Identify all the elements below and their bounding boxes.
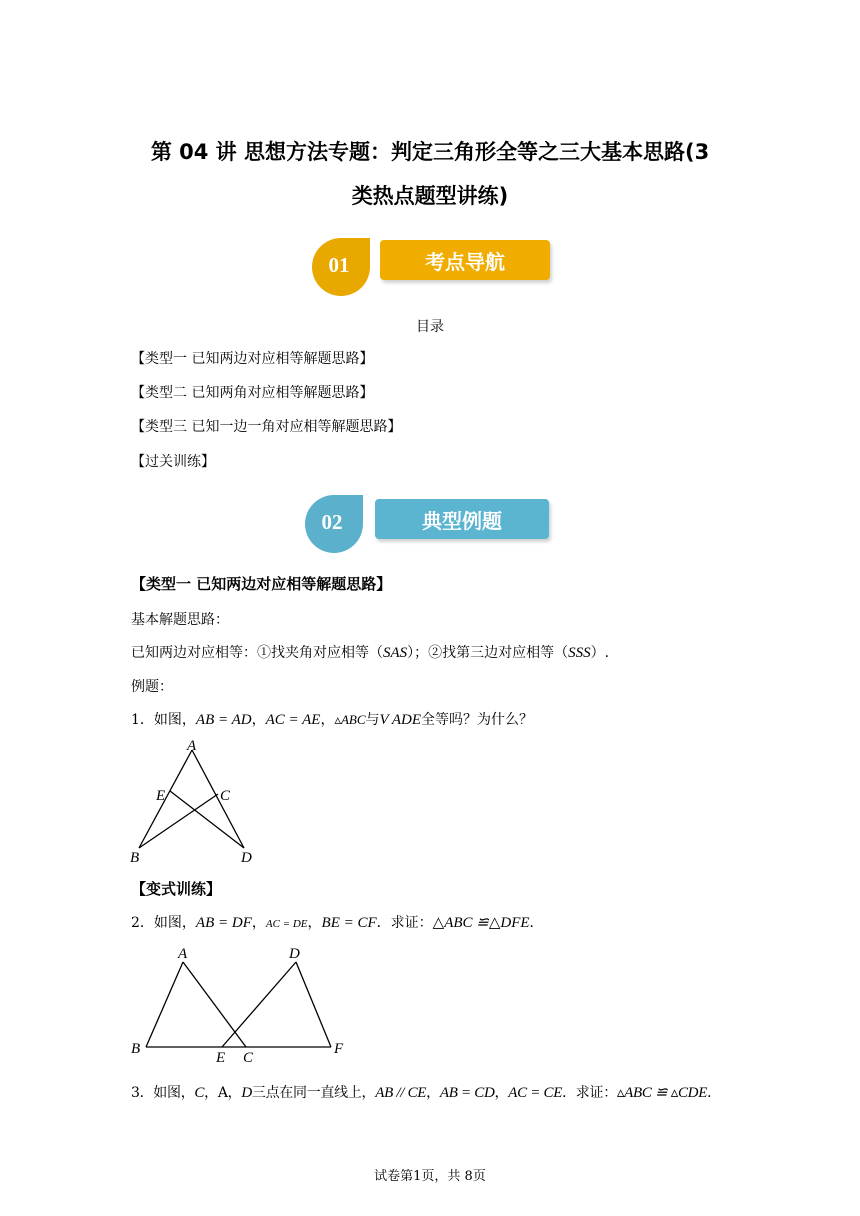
page-footer: 试卷第1页，共 8页: [374, 1169, 486, 1184]
basic-idea-label: 基本解题思路：: [131, 612, 229, 628]
label-E: E: [216, 1050, 226, 1065]
label-B: B: [130, 850, 140, 866]
basic-idea-text: 已知两边对应相等：①找夹角对应相等（SAS）；②找第三边对应相等（SSS）.: [131, 645, 610, 661]
toc-item-type1: 【类型一 已知两边对应相等解题思路】: [131, 351, 374, 367]
page-title-line2: 类热点题型讲练): [351, 184, 509, 208]
question-2: 2．如图，AB = DF，AC = DE，BE = CF．求证：△ABC ≌△DFE．: [131, 915, 544, 931]
label-C: C: [243, 1050, 254, 1065]
toc-heading: 目录: [416, 319, 444, 335]
label-D: D: [289, 946, 300, 962]
sas-label: SAS: [383, 645, 408, 661]
label-A: A: [178, 946, 188, 962]
badge-label-02: 典型例题: [375, 499, 549, 539]
page-title-line1: 第 04 讲 思想方法专题：判定三角形全等之三大基本思路(3: [150, 140, 710, 164]
question-1: 1．如图，AB = AD，AC = AE，▵ABC与V ADE全等吗？为什么？: [131, 712, 534, 728]
variant-heading: 【变式训练】: [131, 880, 222, 898]
badge-number-01: 01: [328, 252, 350, 277]
badge-number-02: 02: [321, 509, 343, 534]
label-B: B: [131, 1041, 141, 1057]
toc-item-type3: 【类型三 已知一边一角对应相等解题思路】: [131, 419, 402, 435]
label-F: F: [334, 1041, 344, 1057]
label-E: E: [156, 788, 166, 804]
question-3: 3．如图，C，A，D三点在同一直线上，AB // CE，AB = CD，AC = CE．求证：▵ABC ≌ ▵CDE．: [131, 1085, 721, 1101]
example-label: 例题：: [131, 679, 173, 695]
label-A: A: [187, 738, 197, 754]
toc-item-practice: 【过关训练】: [131, 454, 215, 470]
figure-question-1: [126, 736, 266, 866]
label-D: D: [241, 850, 252, 866]
toc-item-type2: 【类型二 已知两角对应相等解题思路】: [131, 385, 374, 401]
badge-label-01: 考点导航: [380, 240, 550, 280]
sss-label: SSS: [568, 645, 591, 661]
section-heading-type1: 【类型一 已知两边对应相等解题思路】: [131, 575, 392, 593]
label-C: C: [220, 788, 231, 804]
figure-question-2: [126, 940, 356, 1065]
